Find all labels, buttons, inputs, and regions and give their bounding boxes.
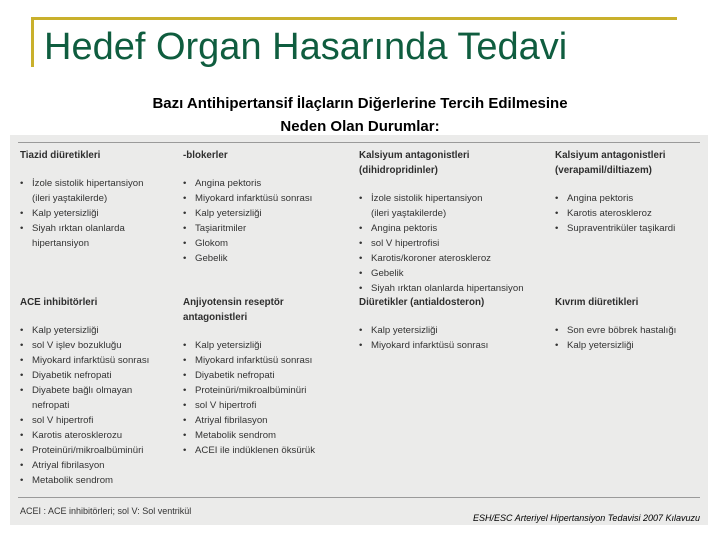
list-item: • sol V hipertrofi: [20, 413, 185, 428]
column-header-line: ACE inhibitörleri: [20, 297, 98, 308]
list-item: • Kalp yetersizliği: [20, 206, 185, 221]
indication-list: [183, 176, 363, 266]
header-spacer: [555, 310, 705, 323]
list-item: • Proteinüri/mikroalbüminüri: [20, 443, 185, 458]
list-item: • ACEI ile indüklenen öksürük: [183, 443, 363, 458]
list-item-continuation: (ileri yaştakilerde): [371, 208, 447, 219]
list-item: • Miyokard infarktüsü sonrası: [183, 191, 363, 206]
list-item-continuation: hipertansiyon: [32, 238, 90, 249]
list-item: • Kalp yetersizliği: [359, 323, 554, 338]
cell-row2-col2: [183, 295, 363, 458]
column-header-line: Kıvrım diüretikleri: [555, 297, 639, 308]
list-item: • Kalp yetersizliği: [555, 338, 705, 353]
source-citation: ESH/ESC Arteriyel Hipertansiyon Tedavisi 2007 Kılavuzu: [473, 513, 700, 523]
indication-list: [20, 323, 185, 488]
title-frame-top: [31, 17, 677, 20]
abbreviations-note: ACEI : ACE inhibitörleri; sol V: Sol ventrikül: [20, 506, 192, 516]
column-header-line: Kalsiyum antagonistleri: [359, 150, 470, 161]
list-item: • İzole sistolik hipertansiyon: [20, 176, 185, 191]
header-spacer: [555, 178, 705, 191]
column-header: [20, 295, 185, 310]
column-header-line: (dihidropridinler): [359, 165, 438, 176]
list-item: • sol V işlev bozukluğu: [20, 338, 185, 353]
column-header: [555, 295, 705, 310]
header-spacer: [20, 310, 185, 323]
column-header: [20, 148, 185, 163]
column-header: [183, 148, 363, 163]
caption-line-1: Bazı Antihipertansif İlaçların Diğerlerine Tercih Edilmesine: [152, 95, 568, 112]
list-item-continuation: (ileri yaştakilerde): [32, 193, 108, 204]
list-item: • Miyokard infarktüsü sonrası: [20, 353, 185, 368]
list-item: • Angina pektoris: [359, 221, 554, 236]
title-frame-left: [31, 17, 34, 67]
indication-list: [359, 191, 554, 296]
list-item: • Miyokard infarktüsü sonrası: [359, 338, 554, 353]
drug-indications-table: [10, 135, 708, 525]
list-item: • Diyabetik nefropati: [20, 368, 185, 383]
header-spacer: [20, 163, 185, 176]
header-spacer: [359, 178, 554, 191]
list-item: • Gebelik: [359, 266, 554, 281]
column-header: [359, 148, 554, 178]
column-header-line: (verapamil/diltiazem): [555, 165, 652, 176]
list-item: • Taşiaritmiler: [183, 221, 363, 236]
list-item: • Metabolik sendrom: [20, 473, 185, 488]
column-header-line: antagonistleri: [183, 312, 248, 323]
list-item: • Proteinüri/mikroalbüminüri: [183, 383, 363, 398]
list-item: • Supraventriküler taşikardi: [555, 221, 705, 236]
list-item: • Diyabete bağlı olmayan: [20, 383, 185, 398]
column-header-line: -blokerler: [183, 150, 228, 161]
column-header-line: Kalsiyum antagonistleri: [555, 150, 666, 161]
list-item: • sol V hipertrofi: [183, 398, 363, 413]
column-header-line: Tiazid diüretikleri: [20, 150, 101, 161]
column-header: [183, 295, 363, 325]
table-top-rule: [18, 142, 700, 143]
list-item: • Atriyal fibrilasyon: [20, 458, 185, 473]
list-item: • Siyah ırktan olanlarda: [20, 221, 185, 236]
list-item: • Karotis aterosklerozu: [20, 428, 185, 443]
list-item: • Siyah ırktan olanlarda hipertansiyon: [359, 281, 554, 296]
list-item: • İzole sistolik hipertansiyon: [359, 191, 554, 206]
indication-list: [183, 338, 363, 458]
cell-row1-col4: [555, 148, 705, 236]
list-item: • Karotis/koroner ateroskleroz: [359, 251, 554, 266]
cell-row1-col2: [183, 148, 363, 266]
cell-row1-col1: [20, 148, 185, 251]
column-header-line: Diüretikler (antialdosteron): [359, 297, 485, 308]
indication-list: [20, 176, 185, 251]
header-spacer: [183, 325, 363, 338]
list-item: • Karotis ateroskleroz: [555, 206, 705, 221]
list-item: • Miyokard infarktüsü sonrası: [183, 353, 363, 368]
list-item: • Metabolik sendrom: [183, 428, 363, 443]
cell-row2-col4: [555, 295, 705, 353]
list-item: • Atriyal fibrilasyon: [183, 413, 363, 428]
cell-row2-col3: [359, 295, 554, 353]
list-item: • Gebelik: [183, 251, 363, 266]
indication-list: [555, 323, 705, 353]
header-spacer: [183, 163, 363, 176]
caption-line-2: Neden Olan Durumlar:: [280, 118, 440, 135]
indication-list: [555, 191, 705, 236]
table-caption: [60, 92, 660, 138]
column-header-line: Anjiyotensin reseptör: [183, 297, 284, 308]
page-title: Hedef Organ Hasarında Tedavi: [44, 26, 568, 68]
column-header: [555, 148, 705, 178]
list-item: • Kalp yetersizliği: [183, 338, 363, 353]
cell-row1-col3: [359, 148, 554, 296]
list-item: • sol V hipertrofisi: [359, 236, 554, 251]
column-header: [359, 295, 554, 310]
list-item-continuation: nefropati: [32, 400, 70, 411]
list-item: • Angina pektoris: [183, 176, 363, 191]
header-spacer: [359, 310, 554, 323]
list-item: • Angina pektoris: [555, 191, 705, 206]
list-item: • Kalp yetersizliği: [183, 206, 363, 221]
table-bottom-rule: [18, 497, 700, 498]
cell-row2-col1: [20, 295, 185, 488]
list-item: • Glokom: [183, 236, 363, 251]
list-item: • Kalp yetersizliği: [20, 323, 185, 338]
list-item: • Diyabetik nefropati: [183, 368, 363, 383]
indication-list: [359, 323, 554, 353]
list-item: • Son evre böbrek hastalığı: [555, 323, 705, 338]
